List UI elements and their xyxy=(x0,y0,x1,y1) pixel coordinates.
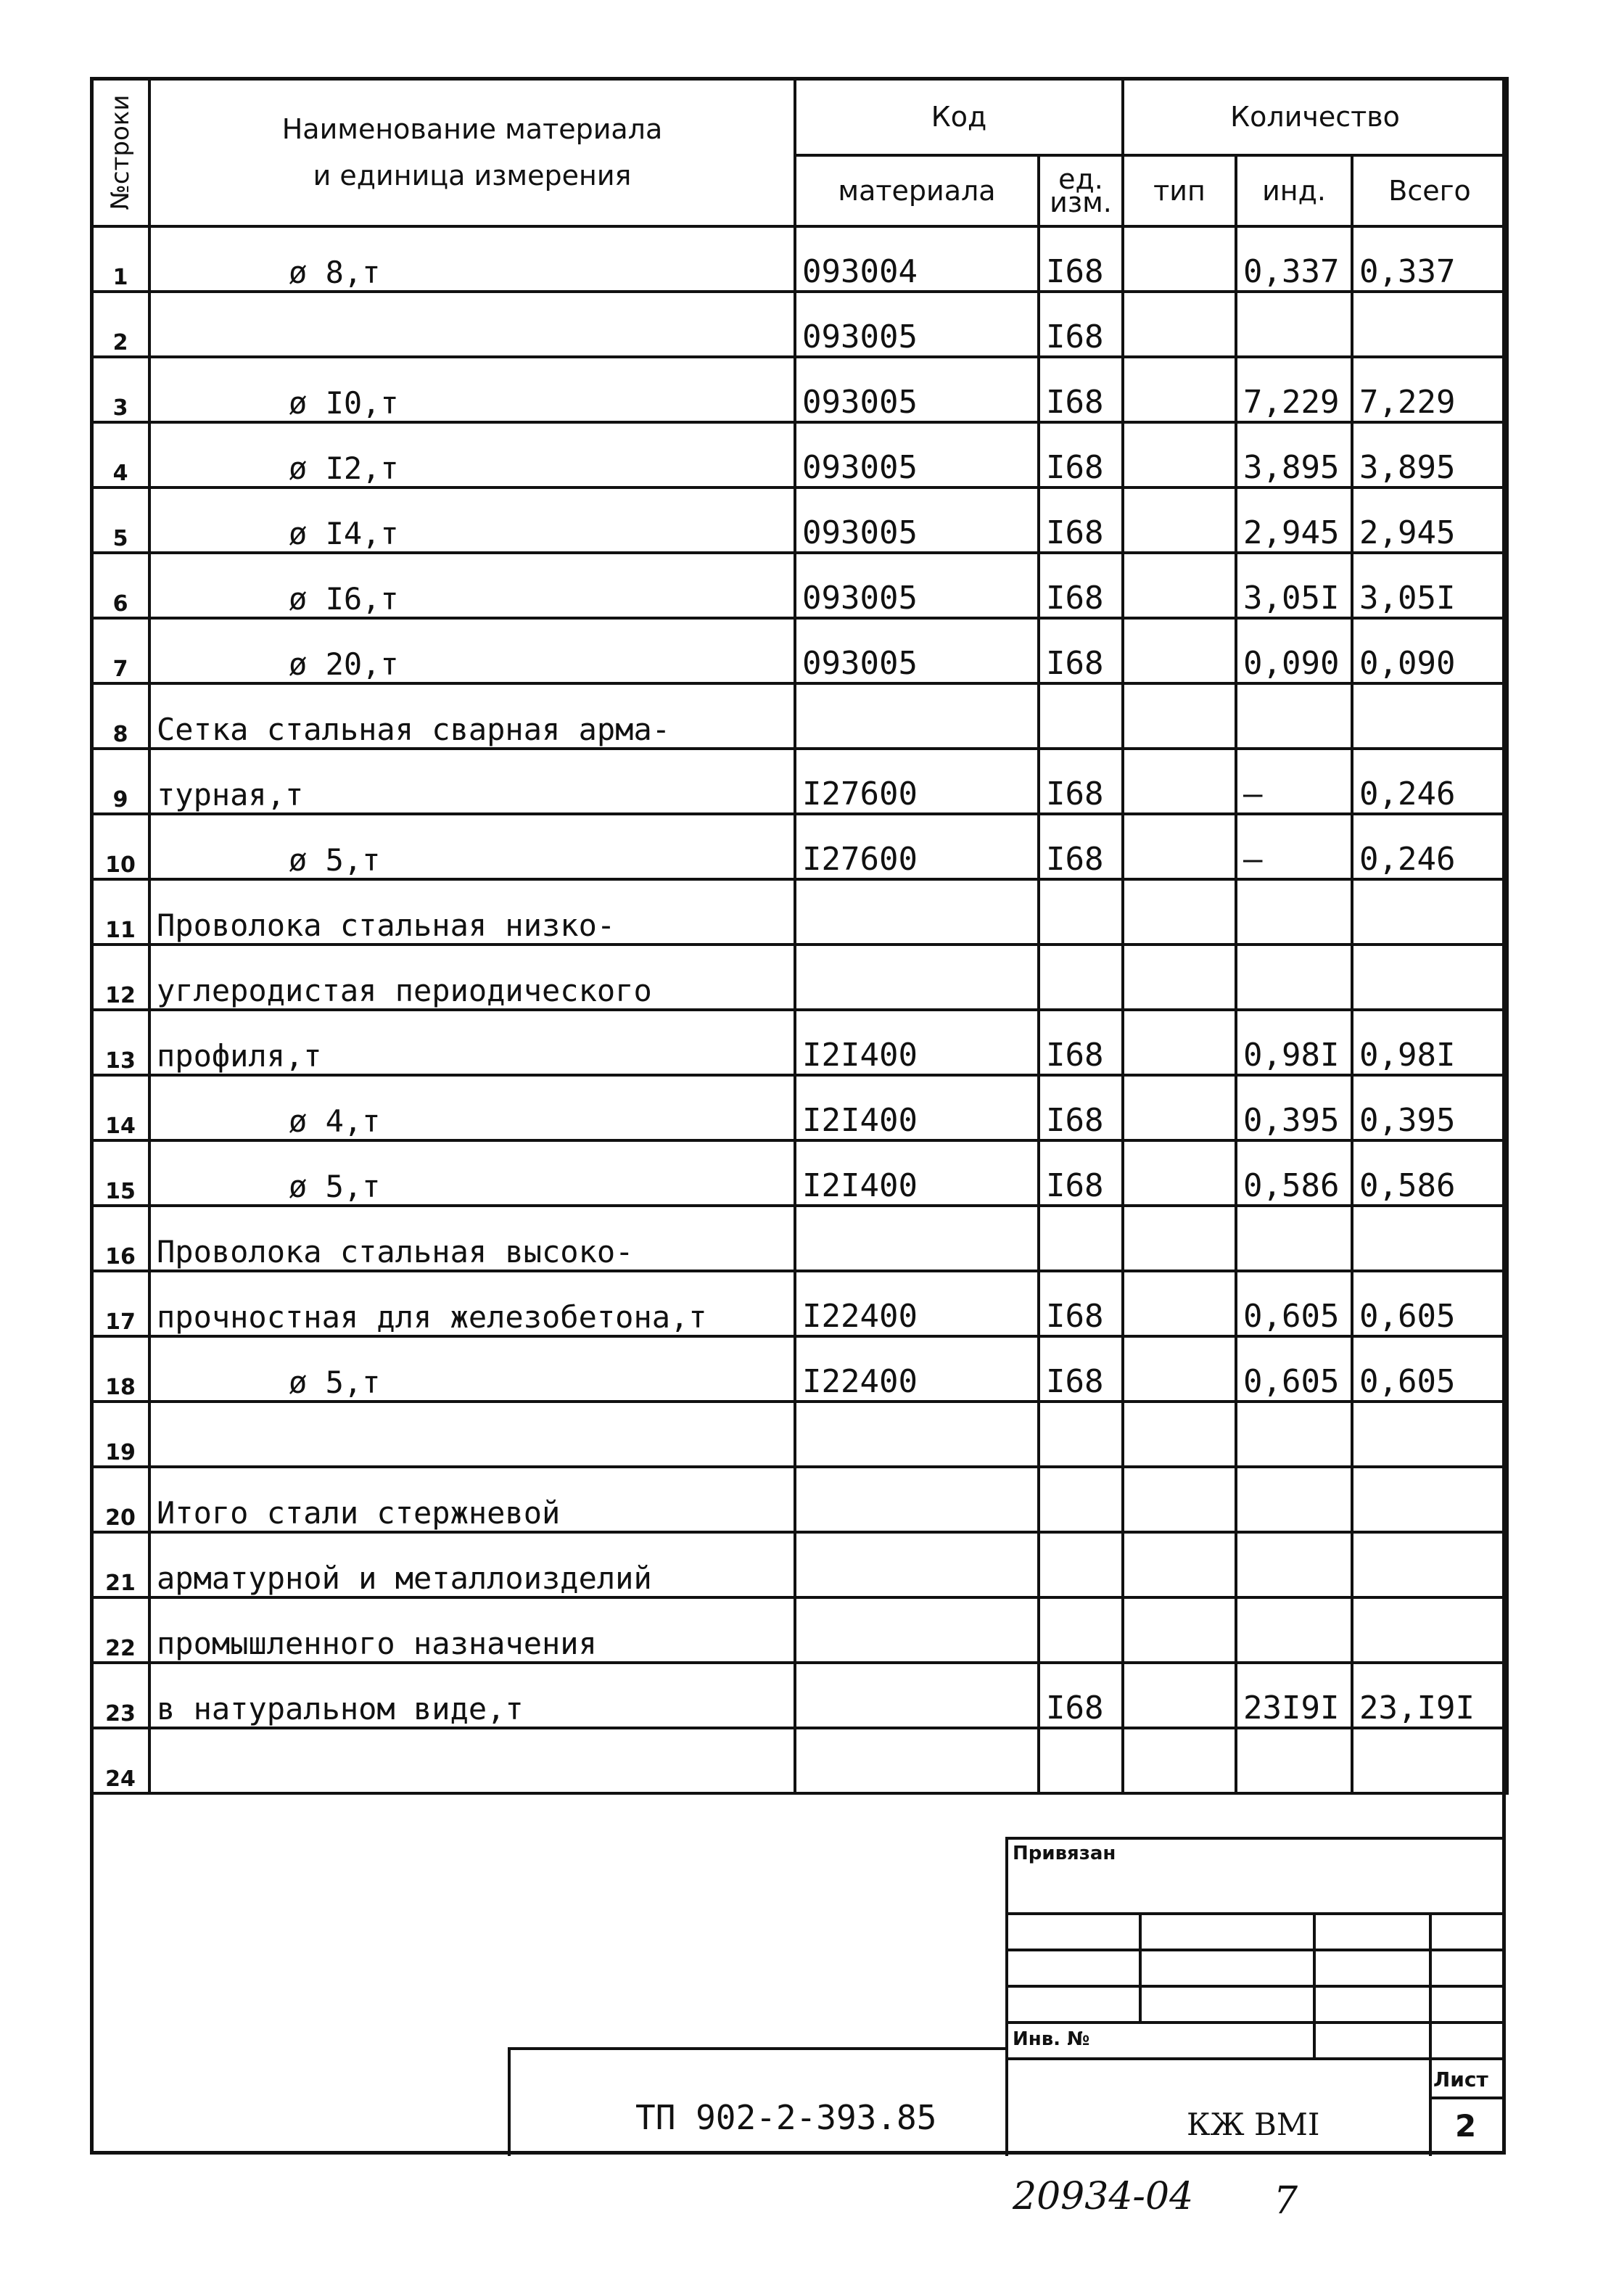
material-name: ø 8,т xyxy=(149,226,795,292)
table-row xyxy=(91,683,1507,749)
row-number: 20 xyxy=(91,1467,149,1532)
qty-type xyxy=(1123,945,1236,1010)
unit-code: I68 xyxy=(1039,1663,1123,1728)
material-name: ø 20,т xyxy=(149,618,795,683)
row-number: 1 xyxy=(91,226,149,292)
qty-type xyxy=(1123,1010,1236,1075)
unit-code xyxy=(1039,1728,1123,1793)
document-code: ТП 902-2-393.85 xyxy=(635,2098,937,2137)
sheet-number: 2 xyxy=(1455,2108,1477,2144)
row-number: 6 xyxy=(91,553,149,618)
material-code: 093004 xyxy=(795,226,1039,292)
qty-total: 7,229 xyxy=(1352,357,1507,422)
row-number: 22 xyxy=(91,1597,149,1663)
material-name: в натуральном виде,т xyxy=(149,1663,795,1728)
qty-ind: 0,090 xyxy=(1236,618,1352,683)
material-code: I2I400 xyxy=(795,1075,1039,1140)
header-type: тип xyxy=(1123,155,1236,226)
material-code xyxy=(795,683,1039,749)
header-unit: ед. изм. xyxy=(1039,155,1123,226)
qty-ind xyxy=(1236,1206,1352,1271)
qty-total xyxy=(1352,1597,1507,1663)
material-code: 093005 xyxy=(795,618,1039,683)
header-ind: инд. xyxy=(1236,155,1352,226)
qty-ind: 0,605 xyxy=(1236,1271,1352,1336)
qty-total xyxy=(1352,879,1507,945)
unit-code xyxy=(1039,1597,1123,1663)
qty-type xyxy=(1123,422,1236,487)
qty-ind xyxy=(1236,879,1352,945)
material-name: ø I6,т xyxy=(149,553,795,618)
qty-type xyxy=(1123,1271,1236,1336)
unit-code: I68 xyxy=(1039,487,1123,553)
table-row xyxy=(91,226,1507,292)
header-row-number: №строки xyxy=(91,78,149,226)
material-name: ø 4,т xyxy=(149,1075,795,1140)
table-row xyxy=(91,618,1507,683)
materials-table xyxy=(90,77,1509,1795)
unit-code xyxy=(1039,1402,1123,1467)
material-name: промышленного назначения xyxy=(149,1597,795,1663)
row-number: 19 xyxy=(91,1402,149,1467)
unit-code xyxy=(1039,1532,1123,1597)
qty-type xyxy=(1123,1728,1236,1793)
row-number: 13 xyxy=(91,1010,149,1075)
material-code: I22400 xyxy=(795,1336,1039,1402)
material-name: прочностная для железобетона,т xyxy=(149,1271,795,1336)
table-row xyxy=(91,1467,1507,1532)
material-name: арматурной и металлоизделий xyxy=(149,1532,795,1597)
document-mark: КЖ ВМI xyxy=(1187,2107,1320,2142)
material-name: турная,т xyxy=(149,749,795,814)
unit-code xyxy=(1039,945,1123,1010)
material-name: ø 5,т xyxy=(149,1140,795,1206)
table-row xyxy=(91,749,1507,814)
unit-code: I68 xyxy=(1039,1140,1123,1206)
qty-ind: 2,945 xyxy=(1236,487,1352,553)
qty-type xyxy=(1123,292,1236,357)
table-row xyxy=(91,1075,1507,1140)
qty-total xyxy=(1352,683,1507,749)
unit-code xyxy=(1039,1206,1123,1271)
row-number: 7 xyxy=(91,618,149,683)
unit-code: I68 xyxy=(1039,553,1123,618)
header-total: Всего xyxy=(1352,155,1507,226)
material-name: ø 5,т xyxy=(149,814,795,879)
material-name xyxy=(149,292,795,357)
material-name: ø I0,т xyxy=(149,357,795,422)
table-row xyxy=(91,357,1507,422)
unit-code xyxy=(1039,683,1123,749)
qty-ind xyxy=(1236,1597,1352,1663)
material-code: I2I400 xyxy=(795,1010,1039,1075)
material-code xyxy=(795,1597,1039,1663)
qty-total: 0,395 xyxy=(1352,1075,1507,1140)
header-quantity: Количество xyxy=(1123,78,1507,155)
qty-type xyxy=(1123,618,1236,683)
material-code xyxy=(795,1532,1039,1597)
attached-label: Привязан xyxy=(1013,1843,1116,1864)
row-number: 11 xyxy=(91,879,149,945)
row-number: 24 xyxy=(91,1728,149,1793)
qty-ind: 0,98I xyxy=(1236,1010,1352,1075)
material-code: 093005 xyxy=(795,292,1039,357)
material-code: 093005 xyxy=(795,357,1039,422)
row-number: 2 xyxy=(91,292,149,357)
qty-total: 0,246 xyxy=(1352,814,1507,879)
qty-type xyxy=(1123,487,1236,553)
unit-code xyxy=(1039,879,1123,945)
material-name: Итого стали стержневой xyxy=(149,1467,795,1532)
unit-code: I68 xyxy=(1039,1336,1123,1402)
qty-type xyxy=(1123,1402,1236,1467)
qty-ind: – xyxy=(1236,749,1352,814)
qty-type xyxy=(1123,1467,1236,1532)
table-row xyxy=(91,1402,1507,1467)
table-row xyxy=(91,1271,1507,1336)
qty-ind: 0,337 xyxy=(1236,226,1352,292)
unit-code: I68 xyxy=(1039,1075,1123,1140)
qty-ind xyxy=(1236,1402,1352,1467)
unit-code: I68 xyxy=(1039,618,1123,683)
qty-total: 0,337 xyxy=(1352,226,1507,292)
table-row xyxy=(91,945,1507,1010)
qty-total: 23,I9I xyxy=(1352,1663,1507,1728)
qty-total: 0,605 xyxy=(1352,1271,1507,1336)
qty-total: 0,090 xyxy=(1352,618,1507,683)
material-name: Сетка стальная сварная арма- xyxy=(149,683,795,749)
material-code: 093005 xyxy=(795,422,1039,487)
table-row xyxy=(91,422,1507,487)
material-code: 093005 xyxy=(795,553,1039,618)
row-number: 3 xyxy=(91,357,149,422)
material-name: ø I2,т xyxy=(149,422,795,487)
qty-total xyxy=(1352,1532,1507,1597)
table-row xyxy=(91,879,1507,945)
qty-type xyxy=(1123,1140,1236,1206)
row-number: 15 xyxy=(91,1140,149,1206)
qty-ind: 3,05I xyxy=(1236,553,1352,618)
row-number: 9 xyxy=(91,749,149,814)
qty-ind xyxy=(1236,945,1352,1010)
qty-total: 0,246 xyxy=(1352,749,1507,814)
table-row xyxy=(91,553,1507,618)
table-row xyxy=(91,292,1507,357)
row-number: 10 xyxy=(91,814,149,879)
qty-total: 3,05I xyxy=(1352,553,1507,618)
qty-total: 0,586 xyxy=(1352,1140,1507,1206)
material-name: ø 5,т xyxy=(149,1336,795,1402)
qty-total xyxy=(1352,945,1507,1010)
qty-ind xyxy=(1236,1728,1352,1793)
qty-total: 3,895 xyxy=(1352,422,1507,487)
qty-ind: 3,895 xyxy=(1236,422,1352,487)
qty-type xyxy=(1123,879,1236,945)
row-number: 14 xyxy=(91,1075,149,1140)
row-number: 17 xyxy=(91,1271,149,1336)
material-name xyxy=(149,1402,795,1467)
qty-ind: 0,586 xyxy=(1236,1140,1352,1206)
qty-type xyxy=(1123,1532,1236,1597)
qty-ind xyxy=(1236,1532,1352,1597)
archive-number: 20934-04 xyxy=(1013,2175,1194,2218)
qty-type xyxy=(1123,226,1236,292)
qty-type xyxy=(1123,357,1236,422)
header-material-code: материала xyxy=(795,155,1039,226)
material-name: Проволока стальная низко- xyxy=(149,879,795,945)
qty-ind xyxy=(1236,292,1352,357)
table-row xyxy=(91,1532,1507,1597)
row-number: 23 xyxy=(91,1663,149,1728)
row-number: 8 xyxy=(91,683,149,749)
material-name: углеродистая периодического xyxy=(149,945,795,1010)
material-code: I27600 xyxy=(795,749,1039,814)
qty-type xyxy=(1123,1206,1236,1271)
table-row xyxy=(91,1597,1507,1663)
unit-code xyxy=(1039,1467,1123,1532)
row-number: 12 xyxy=(91,945,149,1010)
material-name: профиля,т xyxy=(149,1010,795,1075)
qty-type xyxy=(1123,553,1236,618)
material-code xyxy=(795,1663,1039,1728)
qty-total xyxy=(1352,1467,1507,1532)
row-number: 5 xyxy=(91,487,149,553)
qty-type xyxy=(1123,1075,1236,1140)
header-code: Код xyxy=(795,78,1123,155)
table-row xyxy=(91,487,1507,553)
qty-type xyxy=(1123,1663,1236,1728)
row-number: 16 xyxy=(91,1206,149,1271)
qty-ind: – xyxy=(1236,814,1352,879)
row-number: 18 xyxy=(91,1336,149,1402)
unit-code: I68 xyxy=(1039,292,1123,357)
qty-ind: 7,229 xyxy=(1236,357,1352,422)
material-code: I27600 xyxy=(795,814,1039,879)
qty-type xyxy=(1123,1597,1236,1663)
qty-ind xyxy=(1236,1467,1352,1532)
material-code xyxy=(795,945,1039,1010)
qty-type xyxy=(1123,1336,1236,1402)
material-code: I22400 xyxy=(795,1271,1039,1336)
unit-code: I68 xyxy=(1039,226,1123,292)
page-number: 7 xyxy=(1274,2179,1298,2223)
material-name: Проволока стальная высоко- xyxy=(149,1206,795,1271)
inventory-number-label: Инв. № xyxy=(1013,2028,1090,2050)
qty-ind xyxy=(1236,683,1352,749)
material-code xyxy=(795,1467,1039,1532)
material-name: ø I4,т xyxy=(149,487,795,553)
table-row xyxy=(91,1336,1507,1402)
row-number: 21 xyxy=(91,1532,149,1597)
qty-type xyxy=(1123,749,1236,814)
qty-type xyxy=(1123,683,1236,749)
qty-total: 2,945 xyxy=(1352,487,1507,553)
unit-code: I68 xyxy=(1039,1271,1123,1336)
material-code: I2I400 xyxy=(795,1140,1039,1206)
unit-code: I68 xyxy=(1039,357,1123,422)
qty-total xyxy=(1352,1206,1507,1271)
unit-code: I68 xyxy=(1039,422,1123,487)
qty-total xyxy=(1352,292,1507,357)
material-code xyxy=(795,1728,1039,1793)
qty-total: 0,98I xyxy=(1352,1010,1507,1075)
qty-total: 0,605 xyxy=(1352,1336,1507,1402)
material-code: 093005 xyxy=(795,487,1039,553)
qty-type xyxy=(1123,814,1236,879)
sheet-label: Лист xyxy=(1433,2067,1488,2091)
table-row xyxy=(91,1206,1507,1271)
unit-code: I68 xyxy=(1039,1010,1123,1075)
material-code xyxy=(795,1206,1039,1271)
qty-ind: 0,605 xyxy=(1236,1336,1352,1402)
row-number: 4 xyxy=(91,422,149,487)
unit-code: I68 xyxy=(1039,749,1123,814)
table-row xyxy=(91,1140,1507,1206)
material-code xyxy=(795,879,1039,945)
table-row xyxy=(91,1728,1507,1793)
qty-total xyxy=(1352,1728,1507,1793)
qty-ind: 23I9I xyxy=(1236,1663,1352,1728)
unit-code: I68 xyxy=(1039,814,1123,879)
table-row xyxy=(91,1010,1507,1075)
material-name xyxy=(149,1728,795,1793)
material-code xyxy=(795,1402,1039,1467)
table-row xyxy=(91,814,1507,879)
qty-total xyxy=(1352,1402,1507,1467)
qty-ind: 0,395 xyxy=(1236,1075,1352,1140)
header-material-name: Наименование материала и единица измерения xyxy=(149,78,795,226)
table-row xyxy=(91,1663,1507,1728)
